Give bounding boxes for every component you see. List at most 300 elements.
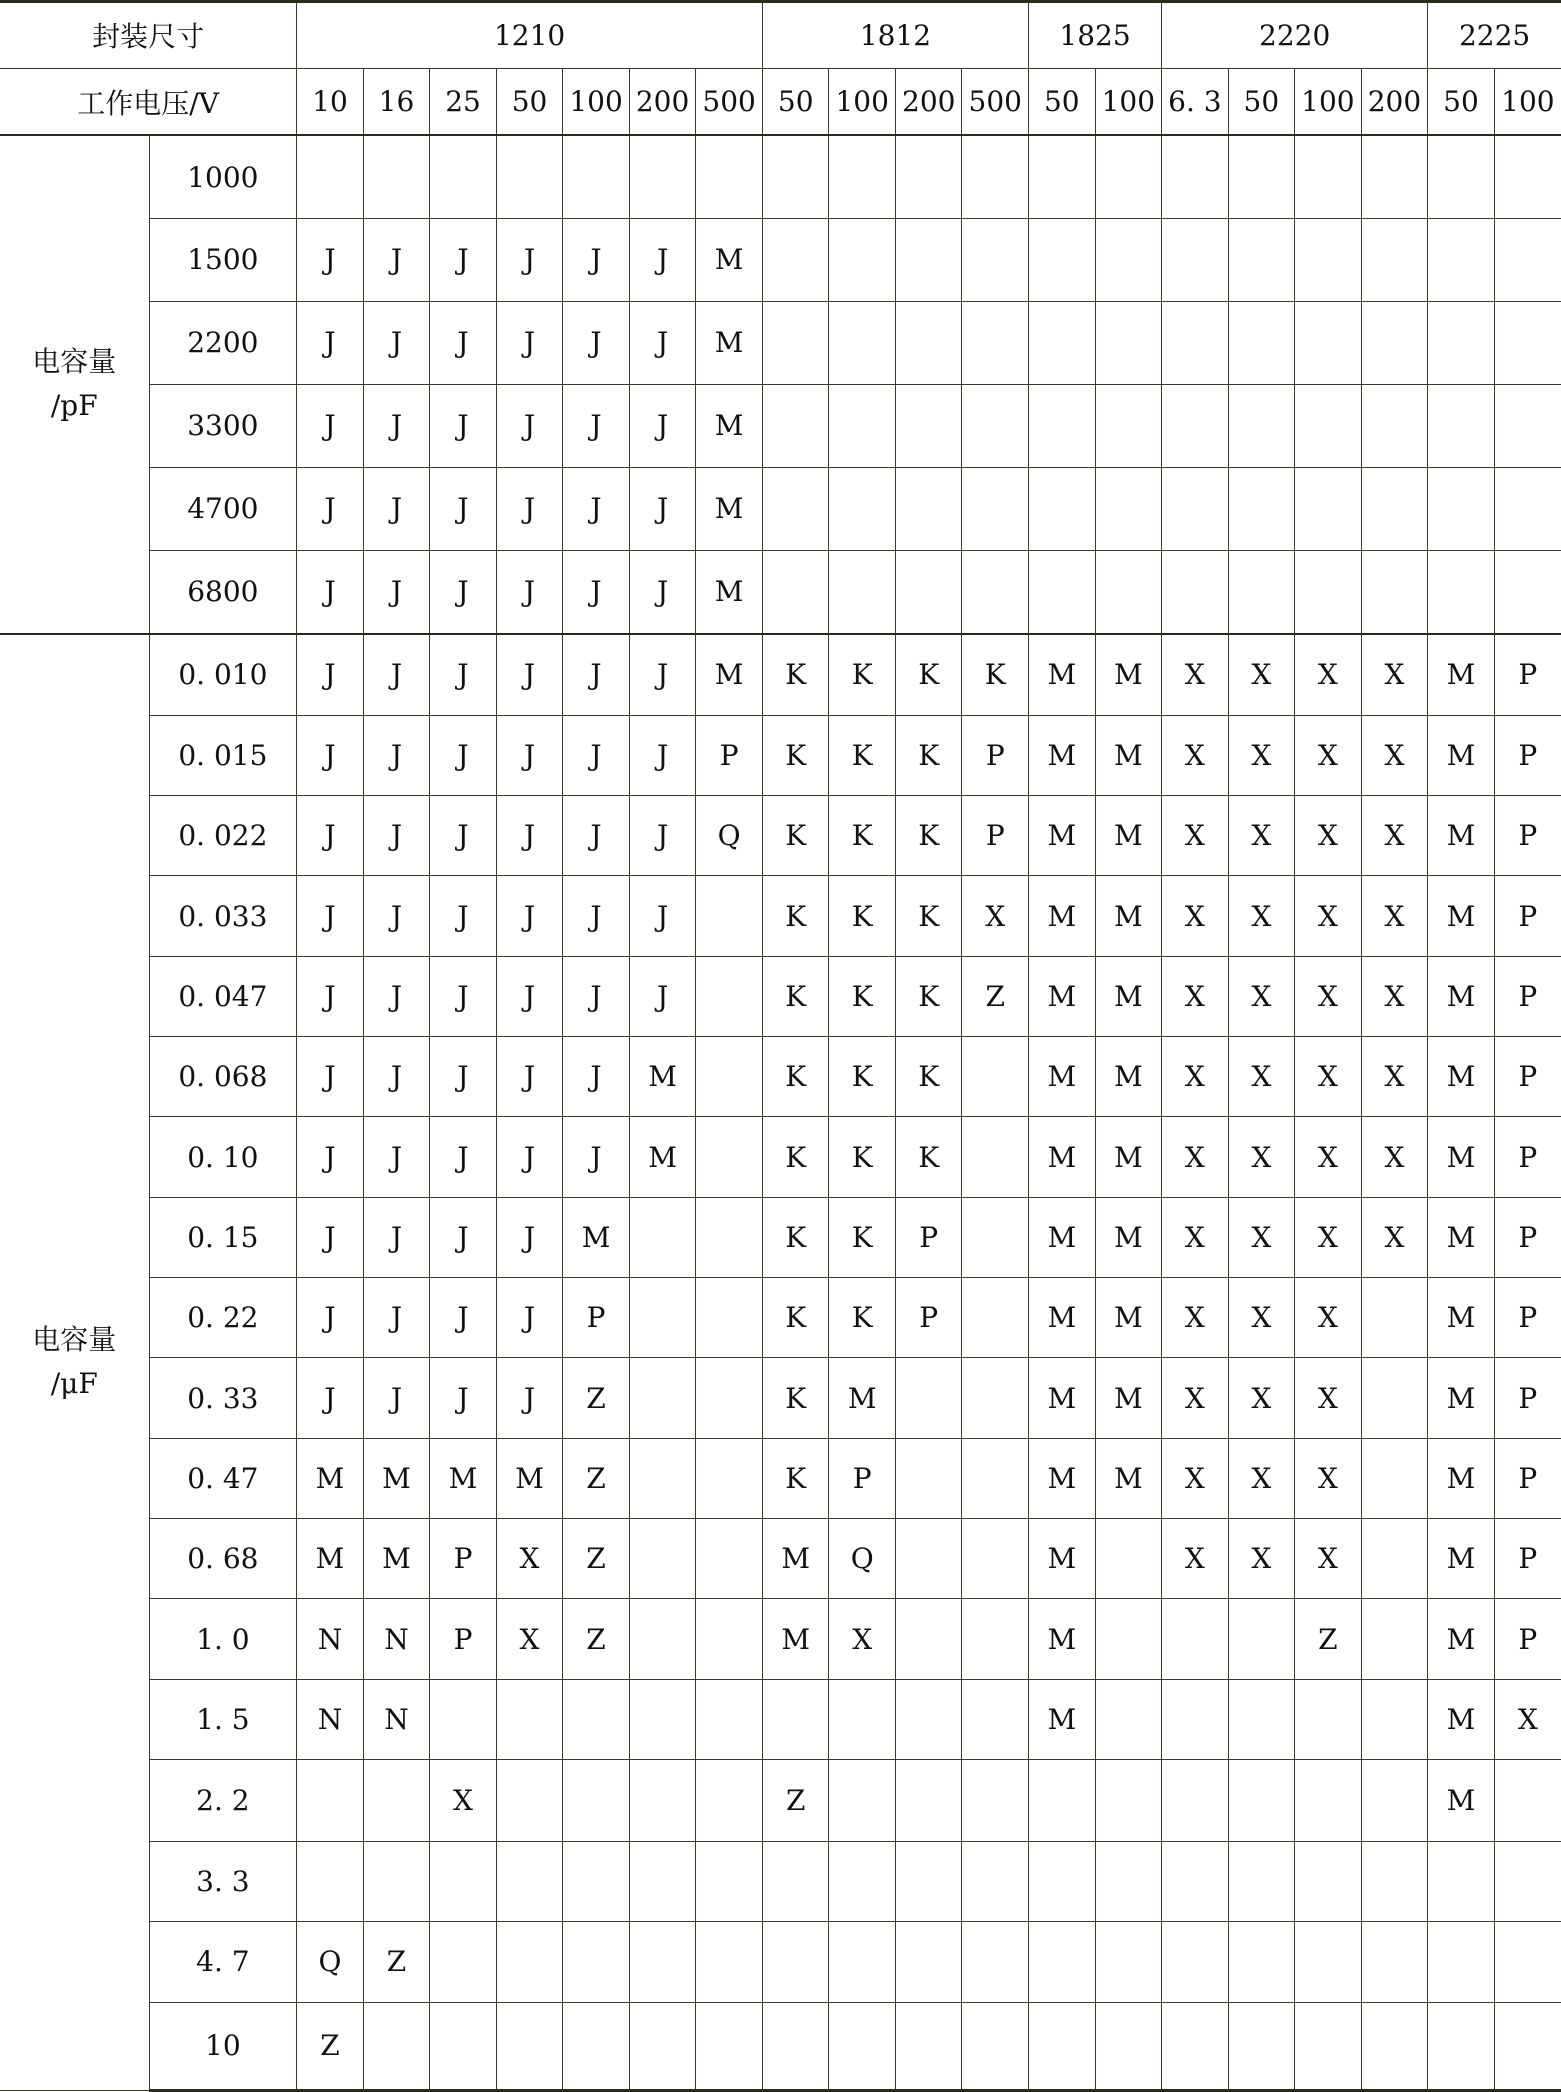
table-row	[0, 467, 1561, 550]
code-cell: M	[1095, 956, 1162, 1036]
code-cell	[629, 135, 696, 218]
capacitance-value-cell: 0. 022	[149, 796, 297, 876]
code-cell	[696, 1760, 763, 1842]
code-cell: M	[829, 1358, 896, 1438]
code-cell	[1029, 135, 1096, 218]
code-cell	[962, 550, 1029, 633]
capacitance-value-cell: 10	[149, 2002, 297, 2091]
code-cell	[1428, 1922, 1495, 2002]
code-cell: K	[762, 796, 829, 876]
code-cell: Z	[1295, 1599, 1362, 1679]
code-cell	[962, 135, 1029, 218]
code-cell: X	[1162, 1037, 1229, 1117]
capacitance-value-cell: 6800	[149, 550, 297, 633]
code-cell	[1029, 550, 1096, 633]
code-cell	[895, 1519, 962, 1599]
code-cell: M	[762, 1519, 829, 1599]
code-cell	[629, 1679, 696, 1759]
code-cell	[1361, 135, 1428, 218]
code-cell: J	[496, 384, 563, 467]
code-cell	[1095, 135, 1162, 218]
code-cell	[363, 135, 430, 218]
code-cell	[1428, 2002, 1495, 2091]
voltage-header-cell: 50	[1428, 68, 1495, 135]
code-cell	[829, 218, 896, 301]
code-cell: M	[1428, 1438, 1495, 1518]
code-cell	[1162, 301, 1229, 384]
code-cell: K	[762, 1117, 829, 1197]
code-cell: J	[297, 467, 364, 550]
code-cell	[1029, 1841, 1096, 1921]
code-cell: X	[1162, 634, 1229, 716]
code-cell: J	[629, 467, 696, 550]
code-cell	[696, 1037, 763, 1117]
code-cell	[1295, 218, 1362, 301]
code-cell: K	[829, 715, 896, 795]
table-row	[0, 1679, 1561, 1759]
code-cell: J	[563, 634, 630, 716]
code-cell	[496, 135, 563, 218]
code-cell	[563, 1841, 630, 1921]
code-cell: J	[629, 715, 696, 795]
code-cell	[629, 1922, 696, 2002]
code-cell: X	[1162, 1358, 1229, 1438]
code-cell	[430, 1922, 497, 2002]
code-cell: M	[696, 218, 763, 301]
voltage-header-cell: 50	[496, 68, 563, 135]
code-cell: M	[1428, 1599, 1495, 1679]
code-cell: J	[496, 796, 563, 876]
capacitance-unit-text: /pF	[50, 389, 98, 423]
code-cell	[1295, 1841, 1362, 1921]
table-row	[0, 1358, 1561, 1438]
code-cell: N	[297, 1679, 364, 1759]
code-cell: M	[363, 1438, 430, 1518]
code-cell: J	[496, 218, 563, 301]
code-cell	[1162, 2002, 1229, 2091]
code-cell	[1295, 467, 1362, 550]
code-cell: X	[1494, 1679, 1561, 1759]
code-cell	[1095, 1519, 1162, 1599]
capacitance-value-cell: 1. 5	[149, 1679, 297, 1759]
code-cell: J	[496, 715, 563, 795]
code-cell	[297, 135, 364, 218]
code-cell: X	[430, 1760, 497, 1842]
code-cell: X	[1162, 876, 1229, 956]
code-cell: N	[363, 1599, 430, 1679]
code-cell: X	[1162, 1438, 1229, 1518]
code-cell	[1494, 1760, 1561, 1842]
code-cell: X	[1228, 1519, 1295, 1599]
code-cell	[962, 384, 1029, 467]
capacitance-value-cell: 0. 015	[149, 715, 297, 795]
code-cell: X	[1295, 796, 1362, 876]
code-cell	[363, 1760, 430, 1842]
code-cell	[1095, 550, 1162, 633]
code-cell	[962, 301, 1029, 384]
code-cell: P	[430, 1519, 497, 1599]
code-cell: M	[430, 1438, 497, 1518]
code-cell	[762, 467, 829, 550]
code-cell: M	[696, 550, 763, 633]
code-cell	[1029, 218, 1096, 301]
code-cell	[1029, 384, 1096, 467]
code-cell: P	[1494, 1197, 1561, 1277]
code-cell: M	[629, 1117, 696, 1197]
voltage-header-cell: 500	[696, 68, 763, 135]
code-cell: Q	[829, 1519, 896, 1599]
code-cell: J	[430, 1037, 497, 1117]
code-cell	[496, 1679, 563, 1759]
table-row	[0, 550, 1561, 633]
code-cell	[762, 550, 829, 633]
code-cell: X	[1162, 1117, 1229, 1197]
code-cell	[895, 1679, 962, 1759]
code-cell: P	[1494, 1117, 1561, 1197]
capacitance-value-cell: 1500	[149, 218, 297, 301]
code-cell	[696, 1438, 763, 1518]
code-cell	[895, 218, 962, 301]
code-cell: N	[297, 1599, 364, 1679]
code-cell: J	[563, 715, 630, 795]
code-cell	[895, 1760, 962, 1842]
code-cell	[1029, 1922, 1096, 2002]
code-cell: J	[629, 301, 696, 384]
code-cell: J	[496, 467, 563, 550]
code-cell	[962, 1197, 1029, 1277]
code-cell	[1494, 384, 1561, 467]
code-cell: K	[762, 634, 829, 716]
code-cell: P	[430, 1599, 497, 1679]
capacitance-value-cell: 0. 047	[149, 956, 297, 1036]
code-cell	[1095, 218, 1162, 301]
code-cell	[1228, 550, 1295, 633]
capacitance-value-cell: 0. 10	[149, 1117, 297, 1197]
code-cell	[629, 1599, 696, 1679]
code-cell	[1494, 1922, 1561, 2002]
code-cell	[1162, 1679, 1229, 1759]
capacitance-value-cell: 0. 68	[149, 1519, 297, 1599]
voltage-header-cell: 50	[1029, 68, 1096, 135]
code-cell	[829, 1760, 896, 1842]
code-cell	[1361, 1278, 1428, 1358]
table-row	[0, 384, 1561, 467]
table-row	[0, 218, 1561, 301]
code-cell: J	[496, 1037, 563, 1117]
code-cell	[563, 1922, 630, 2002]
code-cell: X	[1228, 1358, 1295, 1438]
code-cell: X	[1228, 634, 1295, 716]
table-row	[0, 1599, 1561, 1679]
code-cell: J	[297, 1197, 364, 1277]
code-cell	[563, 135, 630, 218]
code-cell: M	[1029, 876, 1096, 956]
code-cell: J	[430, 1358, 497, 1438]
code-cell: J	[496, 301, 563, 384]
code-cell	[1228, 301, 1295, 384]
code-cell	[1361, 1438, 1428, 1518]
code-cell: J	[297, 1117, 364, 1197]
code-cell	[629, 1197, 696, 1277]
code-cell: K	[829, 876, 896, 956]
code-cell: X	[1228, 1037, 1295, 1117]
code-cell: P	[1494, 1519, 1561, 1599]
package-header-1812: 1812	[762, 2, 1028, 69]
code-cell: M	[1428, 796, 1495, 876]
code-cell: J	[363, 796, 430, 876]
code-cell	[1162, 384, 1229, 467]
code-cell: M	[1428, 1197, 1495, 1277]
code-cell: J	[563, 796, 630, 876]
code-cell: X	[1228, 956, 1295, 1036]
code-cell: M	[1095, 1438, 1162, 1518]
table-row	[0, 1760, 1561, 1842]
voltage-header-cell: 200	[895, 68, 962, 135]
capacitance-value-cell: 0. 15	[149, 1197, 297, 1277]
code-cell: J	[430, 715, 497, 795]
code-cell	[895, 301, 962, 384]
code-cell	[1428, 1841, 1495, 1921]
code-cell: J	[363, 1358, 430, 1438]
code-cell: K	[829, 634, 896, 716]
code-cell: X	[1228, 1278, 1295, 1358]
code-cell: X	[1162, 796, 1229, 876]
code-cell: M	[1095, 634, 1162, 716]
code-cell	[696, 876, 763, 956]
code-cell	[1095, 1922, 1162, 2002]
code-cell: J	[297, 1358, 364, 1438]
code-cell	[696, 1599, 763, 1679]
code-cell	[1494, 550, 1561, 633]
code-cell	[1029, 301, 1096, 384]
code-cell: X	[1361, 1197, 1428, 1277]
code-cell: P	[1494, 876, 1561, 956]
code-cell	[297, 1760, 364, 1842]
code-cell: J	[430, 550, 497, 633]
code-cell	[696, 956, 763, 1036]
code-cell: J	[563, 467, 630, 550]
code-cell	[962, 1519, 1029, 1599]
code-cell: J	[496, 1117, 563, 1197]
capacitance-unit-text: /μF	[50, 1367, 98, 1401]
voltage-header-cell: 100	[1095, 68, 1162, 135]
code-cell: M	[1428, 1278, 1495, 1358]
voltage-header-cell: 50	[1228, 68, 1295, 135]
code-cell: Z	[762, 1760, 829, 1842]
table-row	[0, 956, 1561, 1036]
code-cell	[762, 2002, 829, 2091]
code-cell: M	[1095, 876, 1162, 956]
code-cell: J	[496, 550, 563, 633]
package-header-1210: 1210	[297, 2, 763, 69]
code-cell	[762, 384, 829, 467]
code-cell: M	[696, 467, 763, 550]
header-row-voltage	[0, 68, 1561, 135]
code-cell	[895, 1438, 962, 1518]
code-cell: J	[629, 218, 696, 301]
code-cell: M	[563, 1197, 630, 1277]
code-cell: J	[297, 1037, 364, 1117]
code-cell: K	[895, 876, 962, 956]
code-cell	[829, 384, 896, 467]
code-cell	[297, 1841, 364, 1921]
code-cell: M	[1095, 796, 1162, 876]
code-cell: J	[629, 634, 696, 716]
code-cell: J	[629, 876, 696, 956]
code-cell: J	[363, 384, 430, 467]
code-cell	[762, 135, 829, 218]
table-row	[0, 301, 1561, 384]
code-cell: P	[1494, 1438, 1561, 1518]
code-cell	[962, 218, 1029, 301]
voltage-header-cell: 16	[363, 68, 430, 135]
capacitance-value-cell: 4700	[149, 467, 297, 550]
code-cell: M	[1029, 1197, 1096, 1277]
voltage-header-cell: 25	[430, 68, 497, 135]
code-cell: P	[895, 1197, 962, 1277]
capacitance-value-cell: 0. 33	[149, 1358, 297, 1438]
capacitance-value-cell: 2. 2	[149, 1760, 297, 1842]
code-cell: J	[563, 876, 630, 956]
code-cell: M	[1029, 1037, 1096, 1117]
code-cell: Z	[363, 1922, 430, 2002]
code-cell: M	[1428, 634, 1495, 716]
code-cell: P	[829, 1438, 896, 1518]
code-cell: J	[430, 876, 497, 956]
code-cell: K	[762, 876, 829, 956]
code-cell	[962, 1117, 1029, 1197]
code-cell: K	[895, 956, 962, 1036]
code-cell: J	[563, 218, 630, 301]
code-cell	[696, 1358, 763, 1438]
code-cell: J	[297, 218, 364, 301]
header-row-package	[0, 2, 1561, 69]
code-cell: X	[1228, 715, 1295, 795]
code-cell: J	[363, 1278, 430, 1358]
table-row	[0, 715, 1561, 795]
code-cell: M	[1428, 956, 1495, 1036]
code-cell	[1228, 1922, 1295, 2002]
code-cell: M	[1428, 1519, 1495, 1599]
code-cell: M	[496, 1438, 563, 1518]
code-cell: P	[563, 1278, 630, 1358]
code-cell	[1494, 467, 1561, 550]
code-cell	[1295, 1922, 1362, 2002]
code-cell: J	[363, 1037, 430, 1117]
code-cell	[1095, 467, 1162, 550]
code-cell	[829, 1841, 896, 1921]
code-cell: X	[1295, 876, 1362, 956]
package-header-2220: 2220	[1162, 2, 1428, 69]
code-cell: Z	[962, 956, 1029, 1036]
code-cell	[895, 550, 962, 633]
code-cell: J	[496, 1197, 563, 1277]
code-cell	[895, 135, 962, 218]
code-cell: K	[762, 956, 829, 1036]
code-cell: J	[363, 1117, 430, 1197]
code-cell	[962, 2002, 1029, 2091]
code-cell: J	[363, 301, 430, 384]
code-cell: M	[297, 1519, 364, 1599]
code-cell: X	[1228, 1438, 1295, 1518]
code-cell: M	[1095, 1278, 1162, 1358]
code-cell: M	[1029, 1519, 1096, 1599]
code-cell	[1029, 467, 1096, 550]
code-cell	[1361, 1841, 1428, 1921]
code-cell	[430, 1679, 497, 1759]
code-cell: N	[363, 1679, 430, 1759]
code-cell: J	[430, 1197, 497, 1277]
code-cell	[1428, 218, 1495, 301]
table-row	[0, 2002, 1561, 2091]
code-cell: P	[1494, 1278, 1561, 1358]
code-cell	[1228, 467, 1295, 550]
code-cell: M	[1428, 1037, 1495, 1117]
code-cell: X	[1228, 796, 1295, 876]
code-cell	[496, 2002, 563, 2091]
package-size-label: 封装尺寸	[0, 2, 297, 69]
code-cell: P	[1494, 634, 1561, 716]
code-cell: J	[563, 550, 630, 633]
code-cell	[1228, 218, 1295, 301]
code-cell	[895, 467, 962, 550]
code-cell	[829, 1679, 896, 1759]
code-cell: Z	[563, 1358, 630, 1438]
code-cell: X	[1361, 796, 1428, 876]
code-cell: J	[430, 956, 497, 1036]
code-cell: K	[895, 1037, 962, 1117]
code-cell: P	[1494, 715, 1561, 795]
code-cell: J	[363, 876, 430, 956]
code-cell: X	[1295, 1278, 1362, 1358]
code-cell	[629, 1358, 696, 1438]
code-cell: J	[430, 1278, 497, 1358]
voltage-header-cell: 6. 3	[1162, 68, 1229, 135]
code-cell: X	[1361, 956, 1428, 1036]
code-cell: Z	[563, 1438, 630, 1518]
code-cell	[829, 2002, 896, 2091]
code-cell	[1428, 135, 1495, 218]
code-cell: J	[430, 301, 497, 384]
code-cell: Q	[297, 1922, 364, 2002]
code-cell	[1029, 1760, 1096, 1842]
voltage-header-cell: 100	[563, 68, 630, 135]
code-cell	[696, 1841, 763, 1921]
code-cell: M	[1428, 1760, 1495, 1842]
code-cell	[1428, 384, 1495, 467]
code-cell: M	[1428, 715, 1495, 795]
code-cell: J	[563, 384, 630, 467]
code-cell	[1361, 1519, 1428, 1599]
code-cell	[1361, 467, 1428, 550]
code-cell	[430, 2002, 497, 2091]
capacitance-value-cell: 4. 7	[149, 1922, 297, 2002]
code-cell: M	[363, 1519, 430, 1599]
table-row	[0, 135, 1561, 218]
code-cell: K	[895, 1117, 962, 1197]
code-cell	[1361, 1358, 1428, 1438]
code-cell: P	[1494, 956, 1561, 1036]
code-cell: K	[962, 634, 1029, 716]
table-row	[0, 1438, 1561, 1518]
code-cell	[962, 1358, 1029, 1438]
code-cell	[1361, 301, 1428, 384]
code-cell	[1361, 550, 1428, 633]
code-cell: M	[1029, 715, 1096, 795]
capacitance-label-text: 电容量	[32, 1323, 117, 1357]
code-cell: M	[1428, 1117, 1495, 1197]
package-header-1825: 1825	[1029, 2, 1162, 69]
